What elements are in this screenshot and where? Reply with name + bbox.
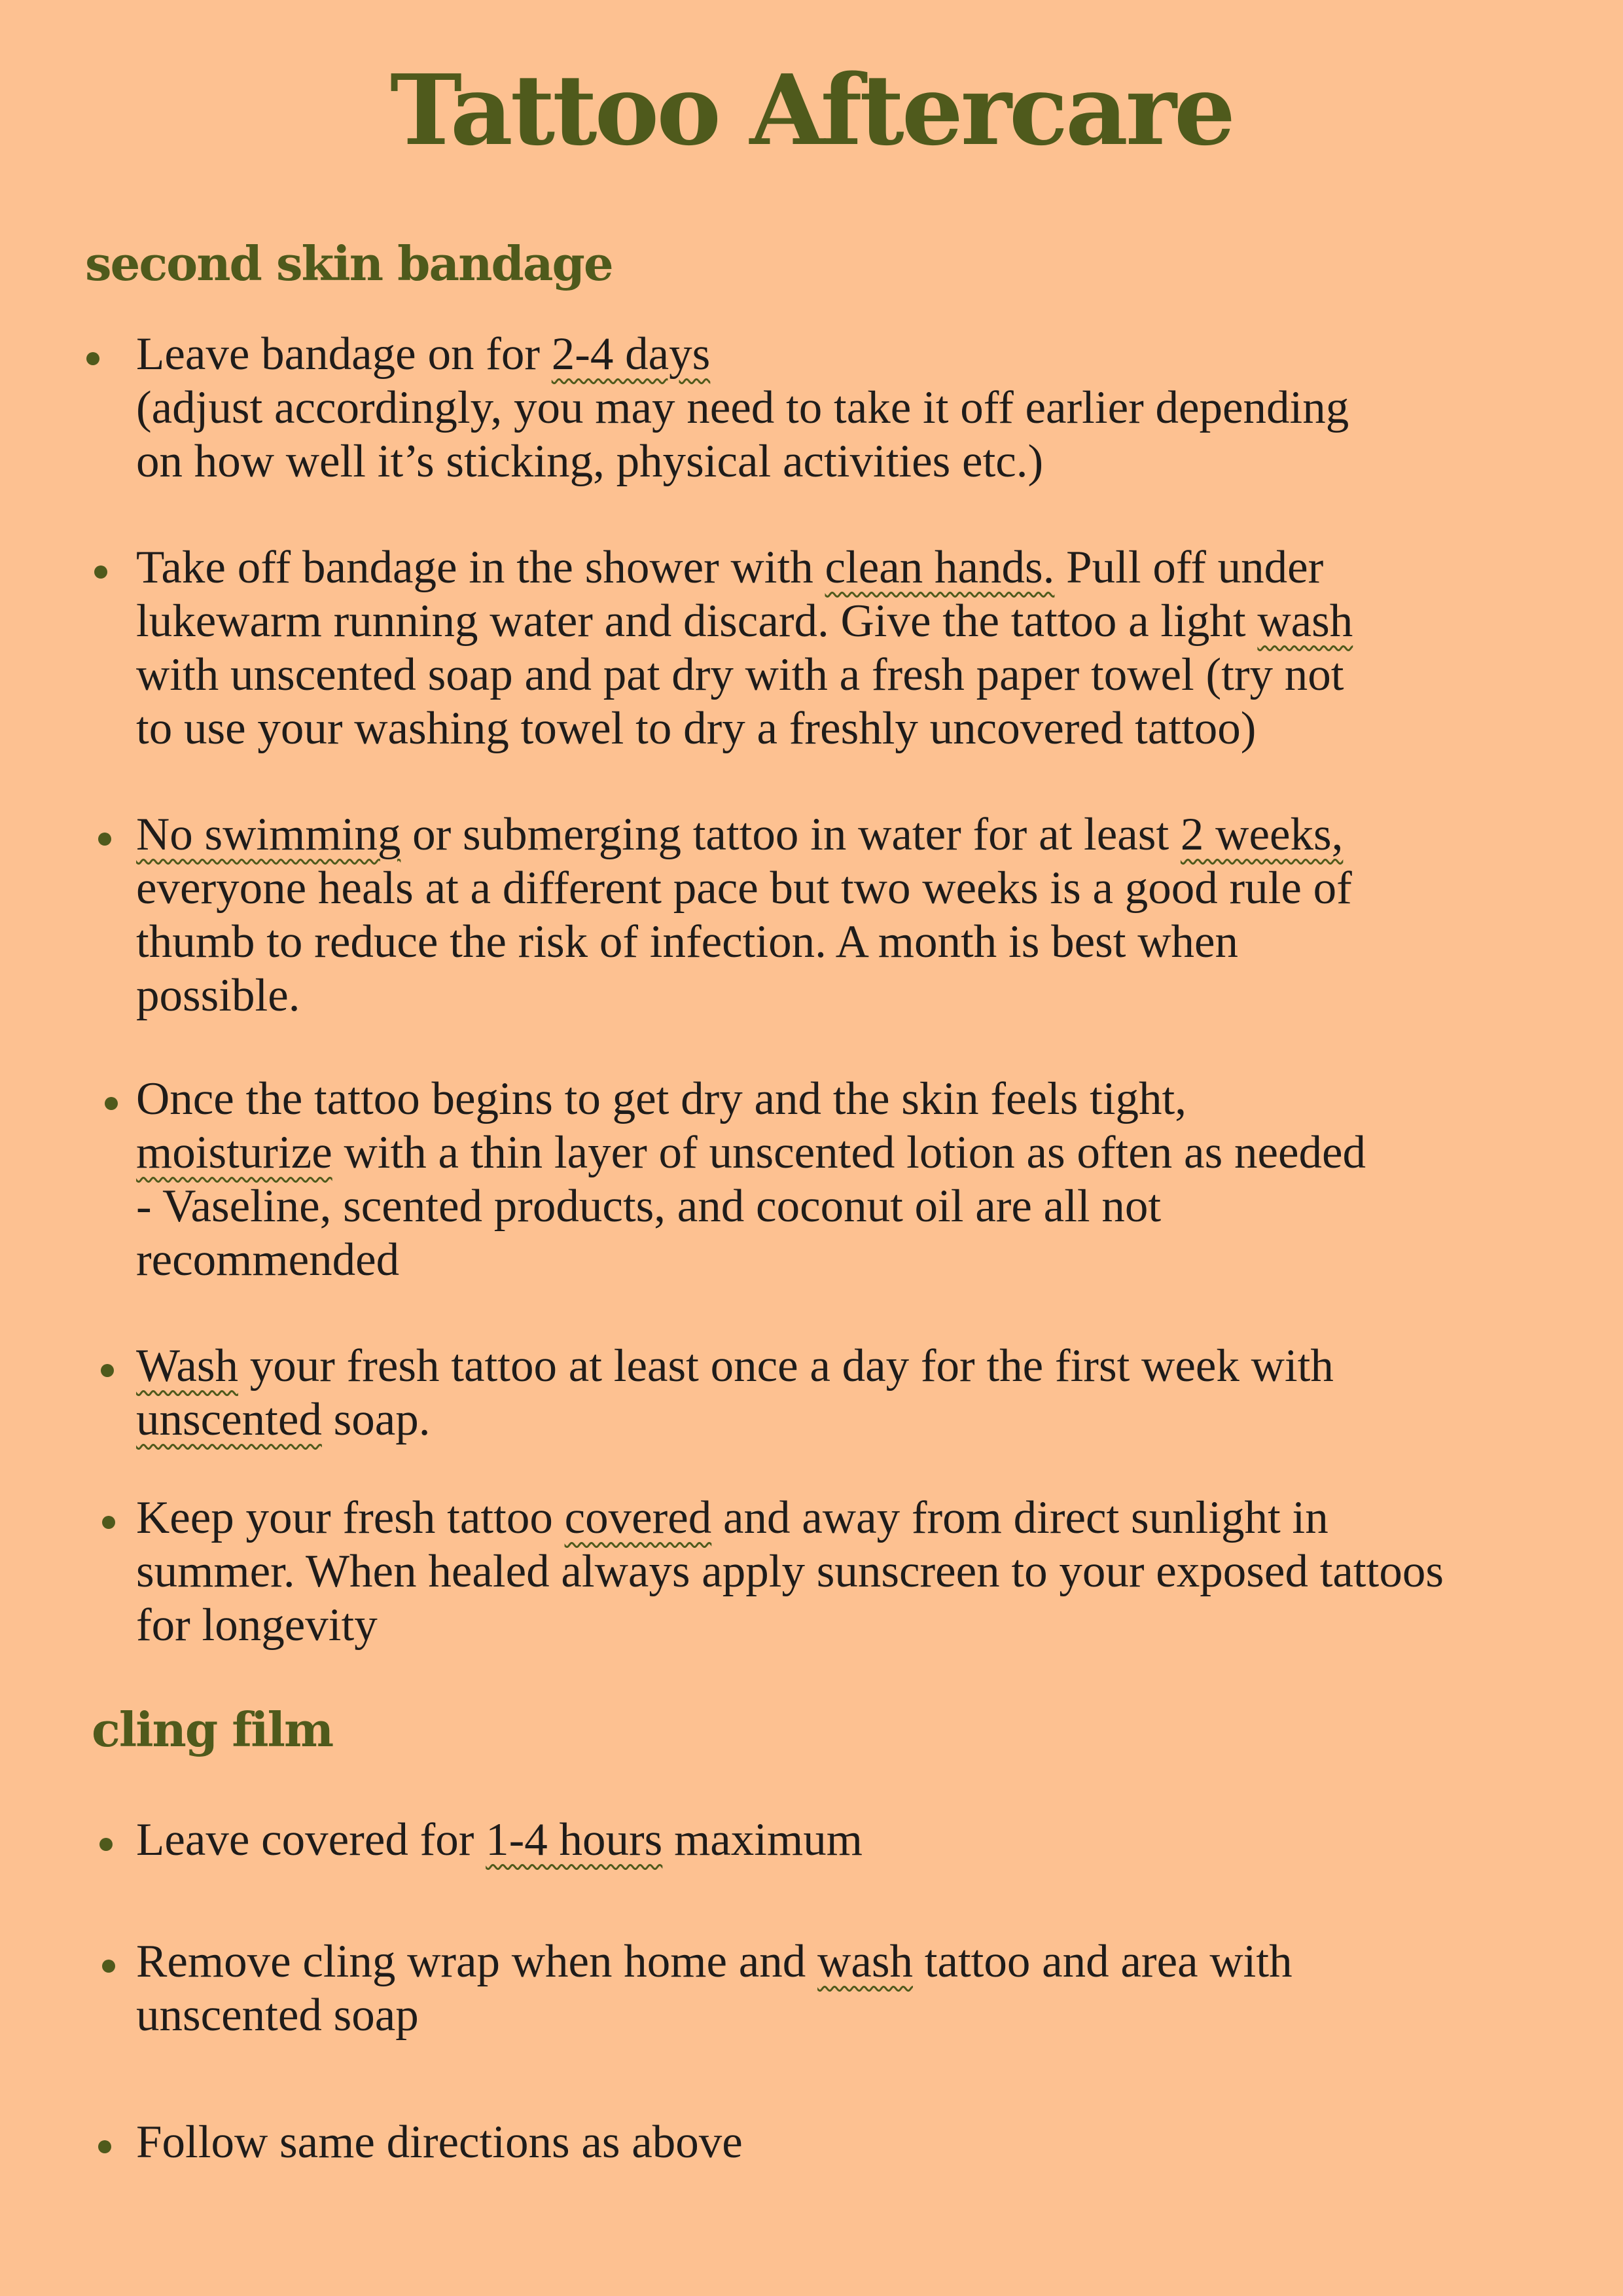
- item-text-line: No swimming or submerging tattoo in water for at least 2 weeks,: [136, 809, 1344, 860]
- highlighted-term: covered: [564, 1492, 712, 1543]
- highlighted-term: Wash: [136, 1340, 238, 1391]
- item-text-line: Follow same directions as above: [136, 2117, 743, 2168]
- highlighted-term: 2-4 days: [551, 329, 711, 380]
- bullet-icon: [102, 1960, 115, 1973]
- item-text-line: for longevity: [136, 1600, 378, 1651]
- item-text-line: unscented soap.: [136, 1394, 431, 1445]
- bullet-icon: [98, 833, 111, 846]
- list-item: [136, 327, 1602, 488]
- item-text-line: Remove cling wrap when home and wash tattoo and area with: [136, 1936, 1293, 1987]
- item-text-line: Keep your fresh tattoo covered and away from direct sunlight in: [136, 1492, 1329, 1543]
- page-title: Tattoo Aftercare: [389, 53, 1234, 167]
- highlighted-term: 1-4 hours: [486, 1814, 663, 1865]
- list-item: [136, 1339, 1602, 1446]
- item-text-line: recommended: [136, 1234, 400, 1285]
- section-heading-second-skin-bandage: second skin bandage: [85, 236, 613, 291]
- highlighted-term: wash: [1257, 596, 1353, 647]
- bullet-icon: [102, 1516, 115, 1529]
- item-text-line: Once the tattoo begins to get dry and the skin feels tight,: [136, 1073, 1187, 1124]
- list-item: [136, 541, 1602, 755]
- item-text-line: summer. When healed always apply sunscreen to your exposed tattoos: [136, 1546, 1444, 1597]
- item-text-line: Leave covered for 1-4 hours maximum: [136, 1814, 863, 1865]
- list-item: [136, 1935, 1602, 2042]
- item-text-line: (adjust accordingly, you may need to take it off earlier depending: [136, 382, 1349, 433]
- bullet-icon: [99, 1838, 113, 1851]
- highlighted-term: unscented: [136, 1394, 322, 1445]
- bullet-icon: [86, 352, 99, 365]
- list-item: [136, 1491, 1602, 1652]
- item-text-line: everyone heals at a different pace but two weeks is a good rule of: [136, 863, 1352, 914]
- section-heading-cling-film: cling film: [92, 1702, 333, 1757]
- item-text-line: on how well it’s sticking, physical activities etc.): [136, 436, 1044, 487]
- bullet-icon: [101, 1364, 114, 1377]
- list-item: [136, 1813, 1602, 1867]
- item-text-line: lukewarm running water and discard. Give the tattoo a light wash: [136, 596, 1353, 647]
- bullet-icon: [94, 565, 107, 579]
- bullet-icon: [98, 2140, 111, 2153]
- item-text-line: - Vaseline, scented products, and coconut oil are all not: [136, 1181, 1162, 1232]
- highlighted-term: No swimming: [136, 809, 401, 860]
- item-text-line: moisturize with a thin layer of unscented lotion as often as needed: [136, 1127, 1366, 1178]
- item-text-line: unscented soap: [136, 1990, 419, 2041]
- item-text-line: to use your washing towel to dry a freshly uncovered tattoo): [136, 703, 1257, 754]
- item-text-line: possible.: [136, 970, 300, 1021]
- item-text-line: with unscented soap and pat dry with a fresh paper towel (try not: [136, 649, 1344, 700]
- list-item: [136, 808, 1602, 1022]
- list-item: [136, 2115, 1602, 2169]
- highlighted-term: moisturize: [136, 1127, 332, 1178]
- item-text-line: Wash your fresh tattoo at least once a day for the first week with: [136, 1340, 1334, 1391]
- highlighted-term: wash: [817, 1936, 913, 1987]
- item-text-line: Leave bandage on for 2-4 days: [136, 329, 711, 380]
- item-text-line: thumb to reduce the risk of infection. A month is best when: [136, 916, 1238, 967]
- item-text-line: Take off bandage in the shower with clean hands. Pull off under: [136, 542, 1324, 593]
- highlighted-term: clean hands.: [825, 542, 1055, 593]
- highlighted-term: 2 weeks,: [1180, 809, 1344, 860]
- list-item: [136, 1072, 1602, 1287]
- bullet-icon: [105, 1097, 118, 1110]
